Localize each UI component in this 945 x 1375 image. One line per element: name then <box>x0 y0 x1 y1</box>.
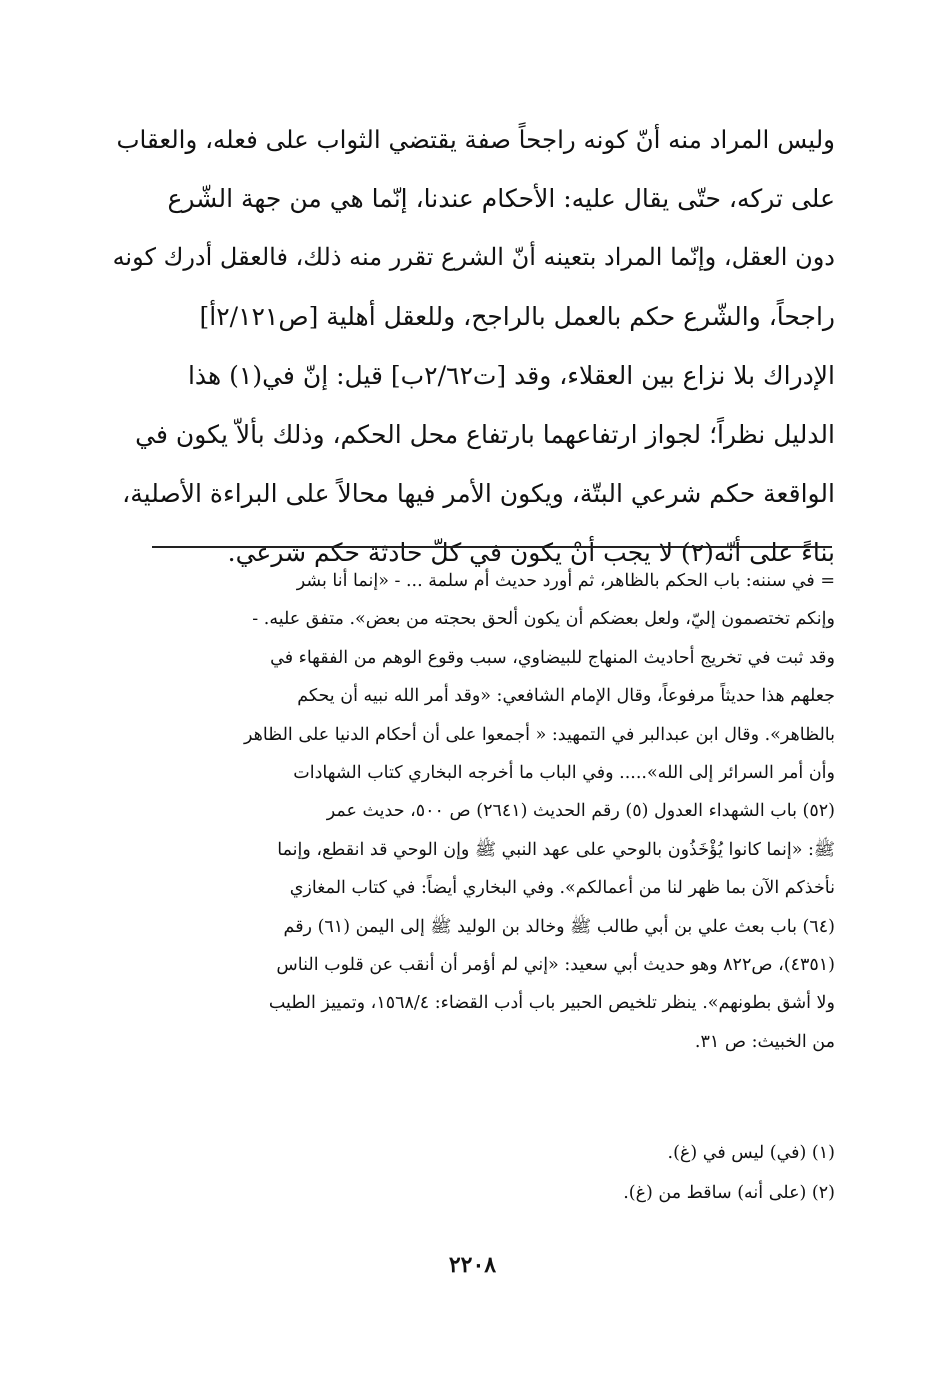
footnote-continuation <box>140 562 835 1061</box>
footnote-1: (١) (في) ليس في (غ). <box>667 1143 835 1163</box>
footnote-line: ﷺ: «إنما كانوا يُؤْخَذُون بالوحي على عهد النبي ﷺ وإن الوحي قد انقطع، وإنما <box>277 839 835 860</box>
footnote-line: نأخذكم الآن بما ظهر لنا من أعمالكم». وفي البخاري أيضاً: في كتاب المغازي <box>289 878 835 899</box>
footnote-divider <box>152 546 832 548</box>
main-text-line: الدليل نظراً؛ لجواز ارتفاعهما بارتفاع محل الحكم، وذلك بألاّ يكون في <box>135 420 835 449</box>
footnote-line: جعلهم هذا حديثاً مرفوعاً، وقال الإمام الشافعي: «وقد أمر الله نبيه أن يحكم <box>297 686 835 707</box>
footnote-line: = في سننه: باب الحكم بالظاهر، ثم أورد حديث أم سلمة ... - «إنما أنا بشر <box>296 571 835 591</box>
main-text-line: وليس المراد منه أنّ كونه راجحاً صفة يقتضي الثواب على فعله، والعقاب <box>116 125 835 154</box>
footnote-line: من الخبيث: ص ٣١. <box>694 1031 835 1052</box>
footnote-line: ولا أشق بطونهم». ينظر تلخيص الحبير باب أدب القضاء: ١٥٦٨/٤، وتمييز الطيب <box>268 993 835 1014</box>
main-text-line: دون العقل، وإنّما المراد بتعينه أنّ الشرع تقرر منه ذلك، فالعقل أدرك كونه <box>112 243 835 271</box>
main-text-line: راجحاً، والشّرع حكم بالعمل بالراجح، وللعقل أهلية [ص٢/١٢١أ] <box>199 302 835 331</box>
footnote-line: (٥٢) باب الشهداء العدول (٥) رقم الحديث (٢٦٤١) ص ٥٠٠، حديث عمر <box>326 801 835 822</box>
main-text-line: بناءً على أنّه(٢) لا يجب أنْ يكون في كلّ حادثة حكم شرعي. <box>227 538 835 567</box>
footnote-notes <box>300 1133 835 1213</box>
footnote-line: وأن أمر السرائر إلى الله»..... وفي الباب ما أخرجه البخاري كتاب الشهادات <box>293 762 835 783</box>
footnote-line: بالظاهر». وقال ابن عبدالبر في التمهيد: « أجمعوا على أن أحكام الدنيا على الظاهر <box>244 724 835 745</box>
footnote-line: وقد ثبت في تخريج أحاديث المنهاج للبيضاوي، سبب وقوع الوهم من الفقهاء في <box>270 647 835 668</box>
main-text-line: الإدراك بلا نزاع بين العقلاء، وقد [ت٢/٦٢ب] قيل: إنّ في(١) هذا <box>187 361 835 390</box>
main-text-line: على تركه، حتّى يقال عليه: الأحكام عندنا، إنّما هي من جهة الشّرع <box>167 184 835 213</box>
main-text-block <box>110 110 835 582</box>
footnote-2: (٢) (على أنه) ساقط من (غ). <box>623 1183 835 1203</box>
footnote-line: (٤٣٥١)، ص٨٢٢ وهو حديث أبي سعيد: «إني لم أؤمر أن أنقب عن قلوب الناس <box>276 954 835 975</box>
footnote-line: وإنكم تختصمون إليّ، ولعل بعضكم أن يكون ألحق بحجته من بعض». متفق عليه. - <box>252 609 835 630</box>
footnote-line: (٦٤) باب بعث علي بن أبي طالب ﷺ وخالد بن الوليد ﷺ إلى اليمن (٦١) رقم <box>283 916 835 937</box>
page-number: ٢٢٠٨ <box>448 1252 497 1278</box>
main-text-line: الواقعة حكم شرعي البتّة، ويكون الأمر فيها محالاً على البراءة الأصلية، <box>122 479 835 508</box>
